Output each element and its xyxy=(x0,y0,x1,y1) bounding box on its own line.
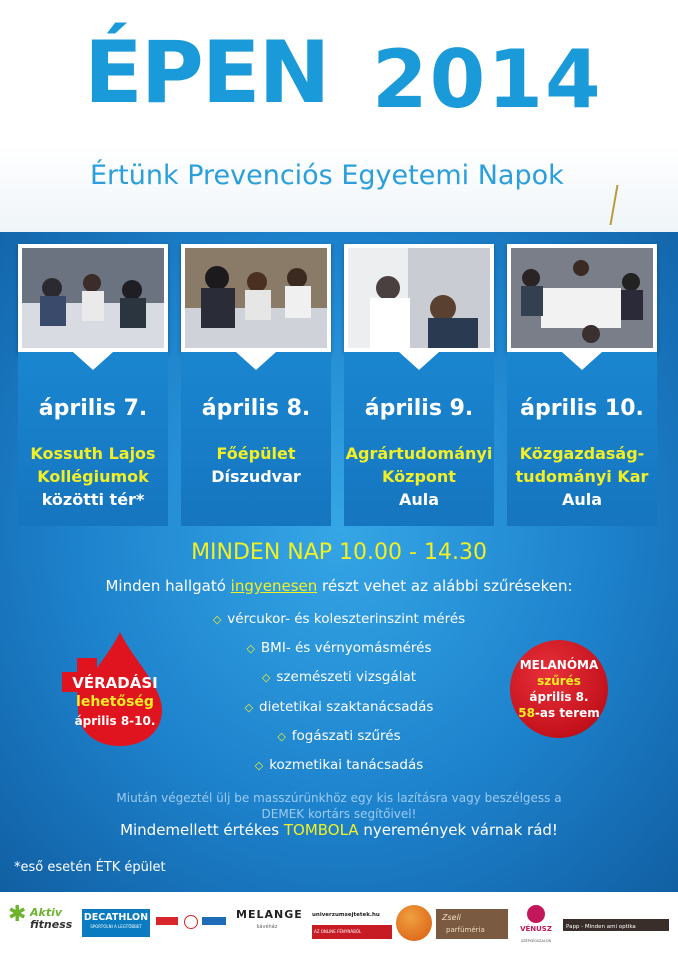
diamond-bullet-icon: ◇ xyxy=(277,730,286,743)
sponsor-tagline: SPORTOLNI A LEGTÖBBET xyxy=(90,924,142,929)
tombola-text xyxy=(0,821,678,839)
melanoma-room xyxy=(510,706,608,720)
event-location-line: Aula xyxy=(561,490,603,509)
sponsor-name: Zseli xyxy=(442,913,462,922)
sponsor-name: DECATHLON xyxy=(83,912,149,923)
screening-label: dietetikai szaktanácsadás xyxy=(259,699,434,715)
blue-brand-icon xyxy=(202,917,226,925)
massage-note-line: Miután végeztél ülj be masszúrünkhöz egy kis lazításra vagy beszélgess a xyxy=(116,791,562,805)
screening-label: BMI- és vérnyomásmérés xyxy=(260,640,432,656)
event-panel xyxy=(181,352,331,526)
event-location xyxy=(18,442,168,511)
event-location-line: Agrártudományi xyxy=(345,444,493,463)
univerzum-logo xyxy=(312,909,392,939)
event-location-line: Kossuth Lajos xyxy=(30,444,156,463)
event-date: április 8. xyxy=(201,396,311,421)
intro-highlight: ingyenesen xyxy=(230,577,318,595)
page-subtitle: Értünk Prevenciós Egyetemi Napok xyxy=(90,160,564,191)
person-icon: ✱ xyxy=(8,902,27,927)
screening-label: kozmetikai tanácsadás xyxy=(269,757,424,773)
header xyxy=(0,0,678,240)
sponsor-name: Aktiv xyxy=(30,906,63,919)
diamond-bullet-icon: ◇ xyxy=(261,671,271,684)
sponsor-name: univerzumsejtetek.hu xyxy=(312,912,380,918)
venusz-logo xyxy=(514,905,558,947)
papp-optika-logo xyxy=(563,919,669,931)
event-card xyxy=(18,244,168,526)
massage-note-line: DEMEK kortárs segítőivel! xyxy=(261,807,417,821)
event-location-line: közötti tér* xyxy=(41,490,145,509)
blood-drive-title: VÉRADÁSI xyxy=(72,674,158,692)
event-location-line: tudományi Kar xyxy=(515,467,649,486)
sponsor-bar xyxy=(0,895,678,960)
screening-label: vércukor- és koleszterinszint mérés xyxy=(227,611,466,627)
tombola-highlight: TOMBOLA xyxy=(283,821,359,839)
event-notch xyxy=(73,352,113,370)
melanoma-room-number: 58 xyxy=(518,706,535,720)
dental-exam-photo-image xyxy=(348,248,490,348)
massage-note xyxy=(0,790,678,822)
decathlon-logo xyxy=(82,909,150,937)
sponsor-name: Papp - Minden ami optika xyxy=(566,924,636,930)
sponsor-tagline: kávéház xyxy=(256,924,278,930)
table-group-photo-image xyxy=(511,248,653,348)
event-date: április 9. xyxy=(364,396,474,421)
event-photo xyxy=(507,244,657,352)
event-location-line: Díszudvar xyxy=(211,467,301,486)
diamond-bullet-icon: ◇ xyxy=(212,613,222,626)
event-card xyxy=(344,244,494,526)
sponsor-name: MELANGE xyxy=(236,908,303,921)
event-location-line: Kollégiumok xyxy=(37,467,149,486)
event-date: április 7. xyxy=(38,396,148,421)
melanoma-title: MELANÓMA xyxy=(519,658,599,672)
tombola-text-end: nyeremények várnak rád! xyxy=(358,821,558,839)
event-card xyxy=(507,244,657,526)
blood-drive-subtitle: lehetőség xyxy=(76,694,154,710)
planet-logo-icon xyxy=(396,905,432,941)
melanoma-date: április 8. xyxy=(529,690,589,704)
event-card xyxy=(181,244,331,526)
melanoma-room-suffix: -as terem xyxy=(534,706,600,720)
event-notch xyxy=(562,352,602,370)
event-location-line: Főépület xyxy=(216,444,296,463)
parfumeria-logo xyxy=(436,909,508,939)
diamond-bullet-icon: ◇ xyxy=(246,642,255,655)
event-notch xyxy=(236,352,276,370)
event-location xyxy=(344,442,494,511)
tombola-text-start: Mindemellett értékes xyxy=(120,821,284,839)
sponsor-name: fitness xyxy=(30,918,73,931)
list-item xyxy=(0,757,678,773)
round-brand-icon xyxy=(184,915,198,929)
blood-drive-badge xyxy=(60,628,170,748)
event-location xyxy=(181,442,331,488)
event-location-line: Közgazdaság- xyxy=(519,444,645,463)
sponsor-name: VÉNUSZ xyxy=(520,925,552,933)
event-location-line: Aula xyxy=(398,490,440,509)
screening-label: fogászati szűrés xyxy=(291,728,401,744)
diamond-bullet-icon: ◇ xyxy=(244,701,254,714)
intro-text xyxy=(0,577,678,595)
page-title: ÉPEN xyxy=(84,23,329,123)
sponsor-tagline: SZÉPSÉGSZALON xyxy=(520,939,552,943)
face-icon xyxy=(527,905,545,923)
crowd-photo-image xyxy=(22,248,164,348)
melange-logo xyxy=(236,908,303,933)
melanoma-badge xyxy=(510,640,608,738)
event-location xyxy=(507,442,657,511)
melanoma-subtitle: szűrés xyxy=(537,674,581,688)
intro-text-end: részt vehet az alábbi szűréseken: xyxy=(317,577,573,595)
event-photo xyxy=(181,244,331,352)
sponsor-tagline: AZ ONLINE FÉNYNÁBÓL xyxy=(312,925,392,939)
event-location-line: Központ xyxy=(382,467,456,486)
university-seal-logo xyxy=(585,185,671,235)
intro-text-start: Minden hallgató xyxy=(105,577,231,595)
event-photo xyxy=(18,244,168,352)
event-photo xyxy=(344,244,494,352)
students-photo-image xyxy=(185,248,327,348)
diamond-bullet-icon: ◇ xyxy=(254,759,264,772)
page-year: 2014 xyxy=(372,33,603,126)
brand-logos-strip xyxy=(156,917,228,927)
daily-hours: MINDEN NAP 10.00 - 14.30 xyxy=(191,540,487,565)
list-item xyxy=(0,611,678,627)
blood-drive-dates: április 8-10. xyxy=(74,714,156,728)
screening-label: szemészeti vizsgálat xyxy=(276,669,417,685)
rain-note: *eső esetén ÉTK épület xyxy=(14,860,166,875)
red-brand-icon xyxy=(156,917,178,925)
event-date: április 10. xyxy=(520,396,644,421)
event-notch xyxy=(399,352,439,370)
sponsor-name: parfüméria xyxy=(446,926,485,934)
